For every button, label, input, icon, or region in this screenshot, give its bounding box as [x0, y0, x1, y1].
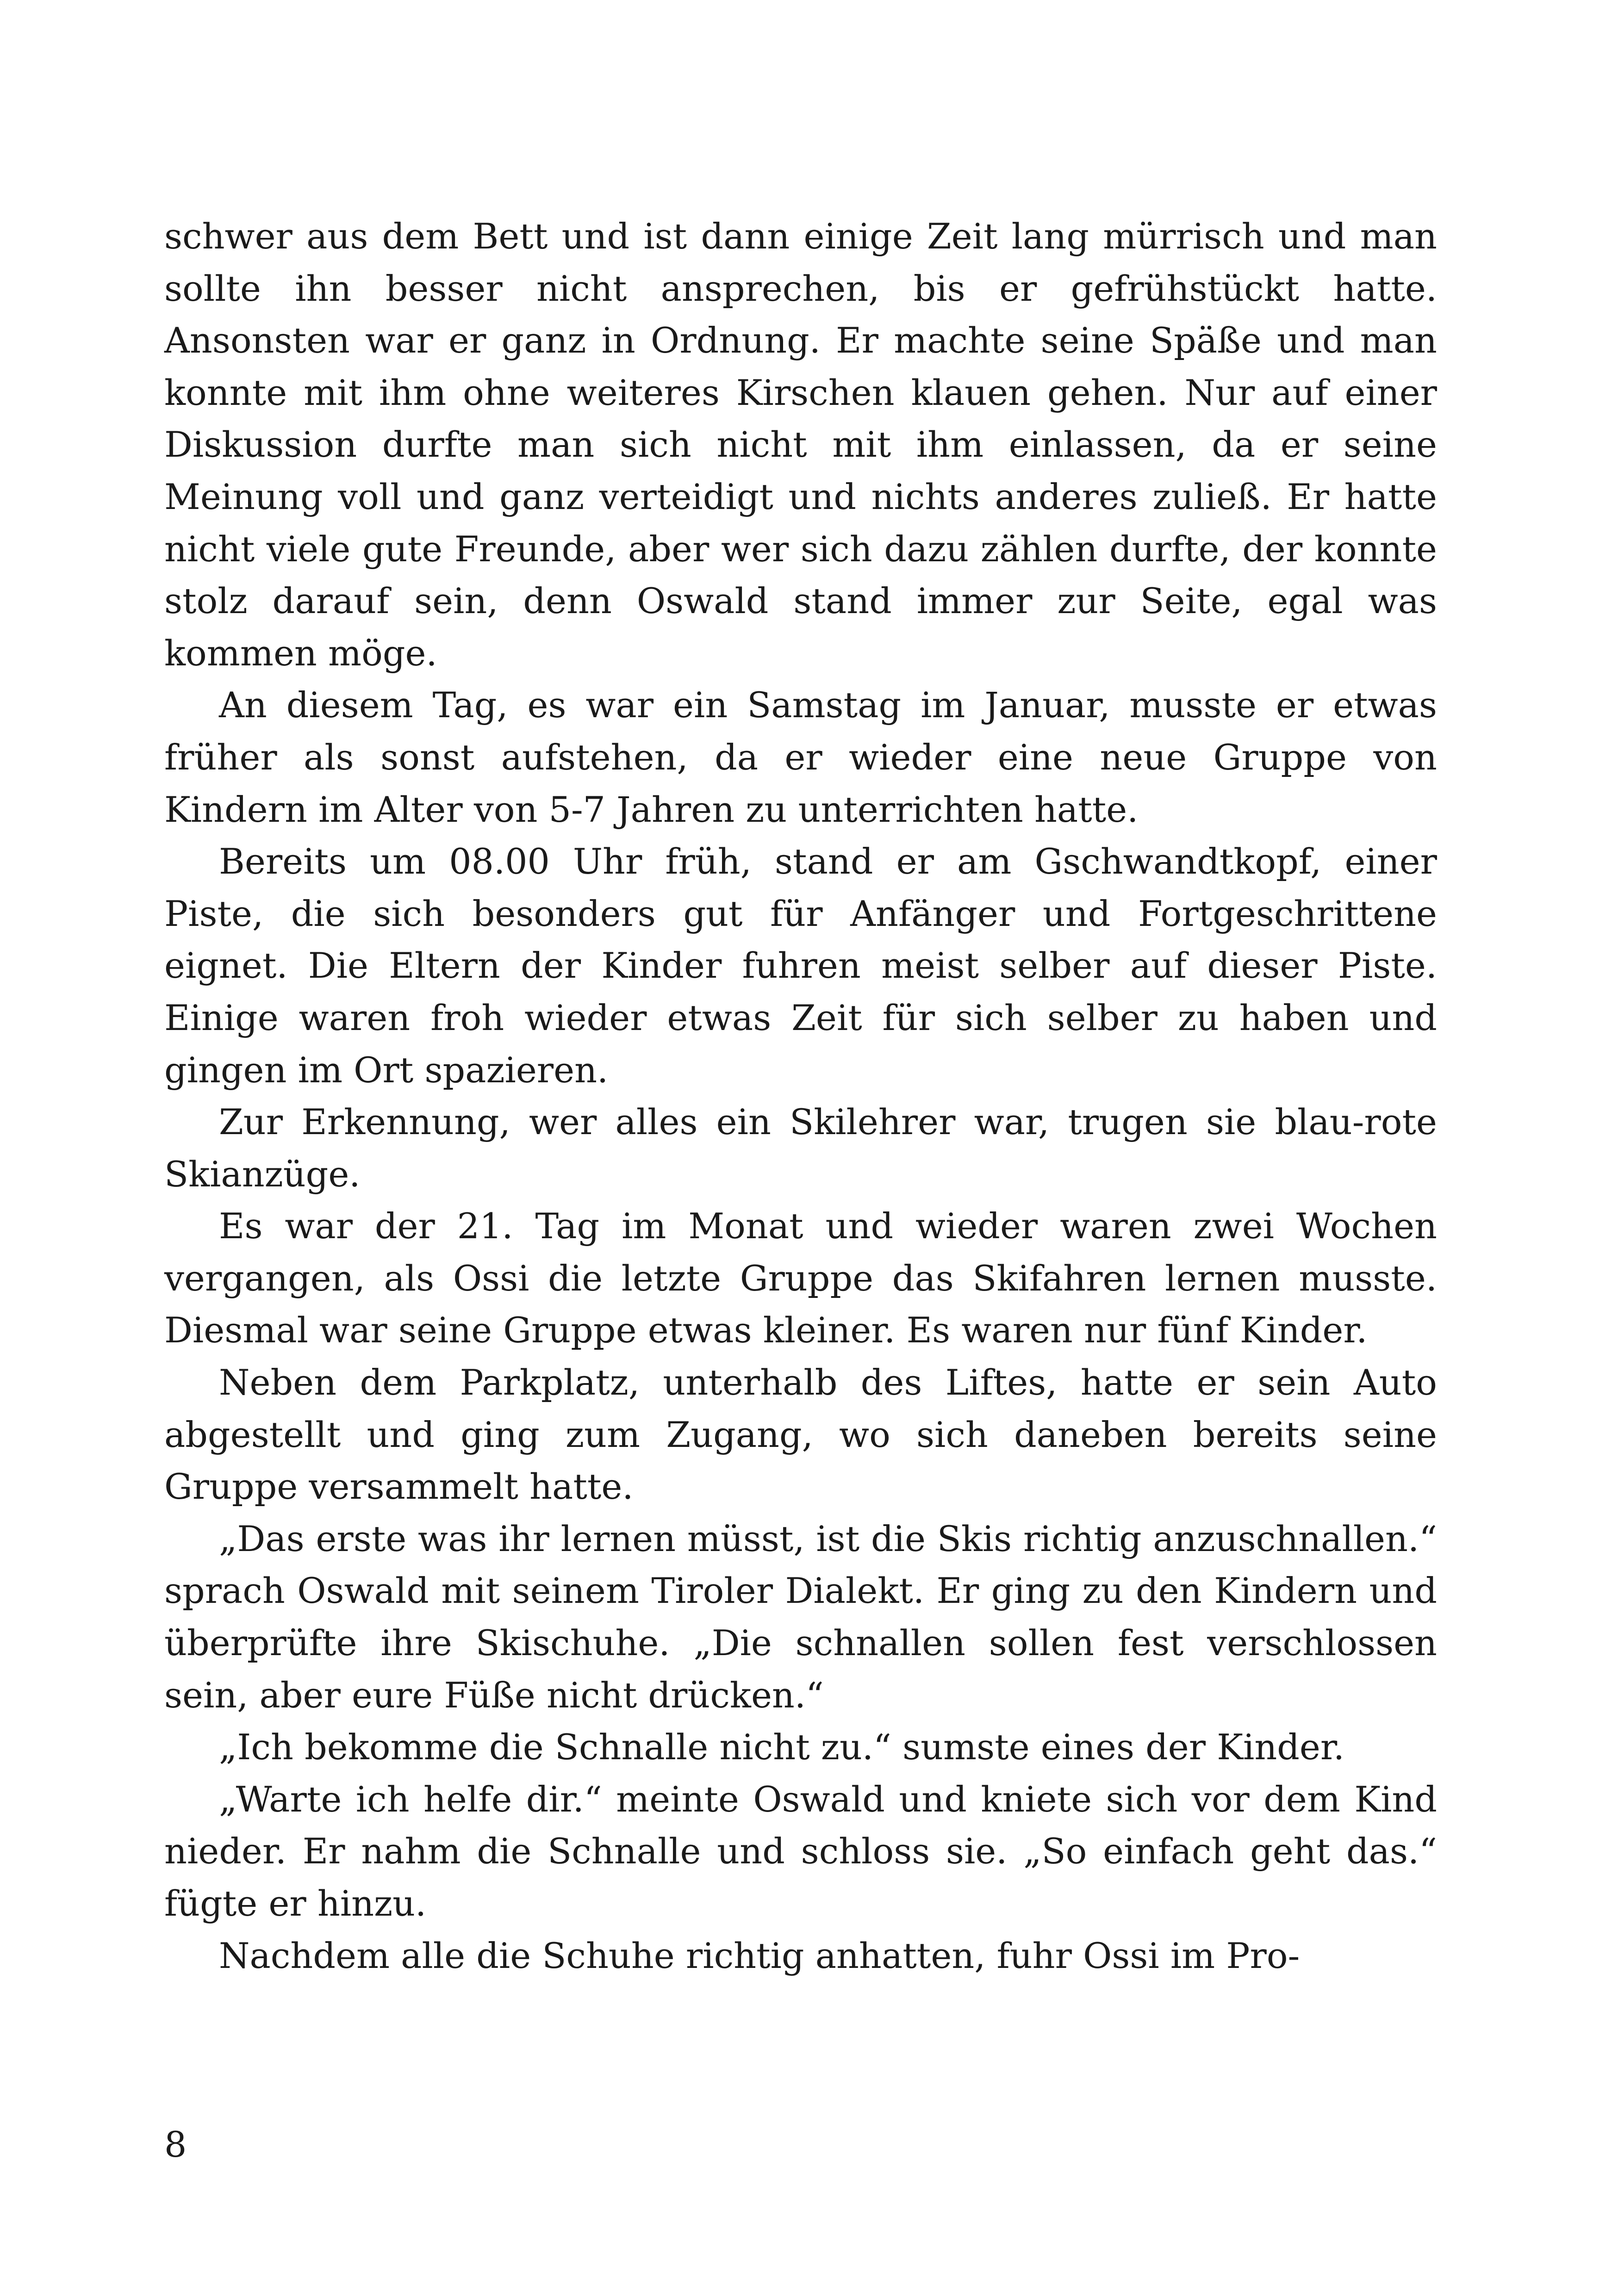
paragraph-4: Zur Erkennung, wer alles ein Skilehrer war, trugen sie blau-rote Skianzüge. [164, 1101, 1437, 1195]
paragraph-3: Bereits um 08.00 Uhr früh, stand er am Gschwandtkopf, einer Piste, die sich besonders gut für Anfänger und Fortgeschrittene eignet. Die Eltern der Kinder fuhren meist selber auf dieser Piste. Einige waren froh wieder etwas Zeit für sich selber zu haben und gingen im Ort spazieren. [164, 841, 1437, 1091]
body-text [164, 211, 1437, 1982]
paragraph-9: „Warte ich helfe dir.“ meinte Oswald und kniete sich vor dem Kind nieder. Er nahm die Schnalle und schloss sie. „So einfach geht das.“ fügte er hinzu. [164, 1778, 1437, 1924]
paragraph-10: Nachdem alle die Schuhe richtig anhatten, fuhr Ossi im Pro- [219, 1935, 1300, 1976]
paragraph-5: Es war der 21. Tag im Monat und wieder waren zwei Wochen vergangen, als Ossi die letzte Gruppe das Skifahren lernen musste. Diesmal war seine Gruppe etwas kleiner. Es waren nur fünf Kinder. [164, 1205, 1437, 1351]
paragraph-8: „Ich bekomme die Schnalle nicht zu.“ sumste eines der Kinder. [219, 1726, 1345, 1768]
paragraph-6: Neben dem Parkplatz, unterhalb des Liftes, hatte er sein Auto abgestellt und ging zum Zugang, wo sich daneben bereits seine Gruppe versammelt hatte. [164, 1362, 1437, 1508]
paragraph-2: An diesem Tag, es war ein Samstag im Januar, musste er etwas früher als sonst aufstehen, da er wieder eine neue Gruppe von Kindern im Alter von 5-7 Jahren zu unterrichten hatte. [164, 684, 1437, 830]
page-number: 8 [164, 2124, 187, 2165]
paragraph-7: „Das erste was ihr lernen müsst, ist die Skis richtig anzuschnallen.“ sprach Oswald mit seinem Tiroler Dialekt. Er ging zu den Kindern und überprüfte ihre Skischuhe. „Die schnallen sollen fest verschlossen sein, aber eure Füße nicht drücken.“ [164, 1518, 1437, 1716]
paragraph-1: schwer aus dem Bett und ist dann einige Zeit lang mürrisch und man sollte ihn besser nicht ansprechen, bis er gefrühstückt hatte. Ansonsten war er ganz in Ordnung. Er machte seine Späße und man konnte mit ihm ohne weiteres Kirschen klauen gehen. Nur auf einer Diskussion durfte man sich nicht mit ihm einlassen, da er seine Meinung voll und ganz verteidigt und nichts anderes zuließ. Er hatte nicht viele gute Freunde, aber wer sich dazu zählen durfte, der konnte stolz darauf sein, denn Oswald stand immer zur Seite, egal was kommen möge. [164, 216, 1437, 674]
